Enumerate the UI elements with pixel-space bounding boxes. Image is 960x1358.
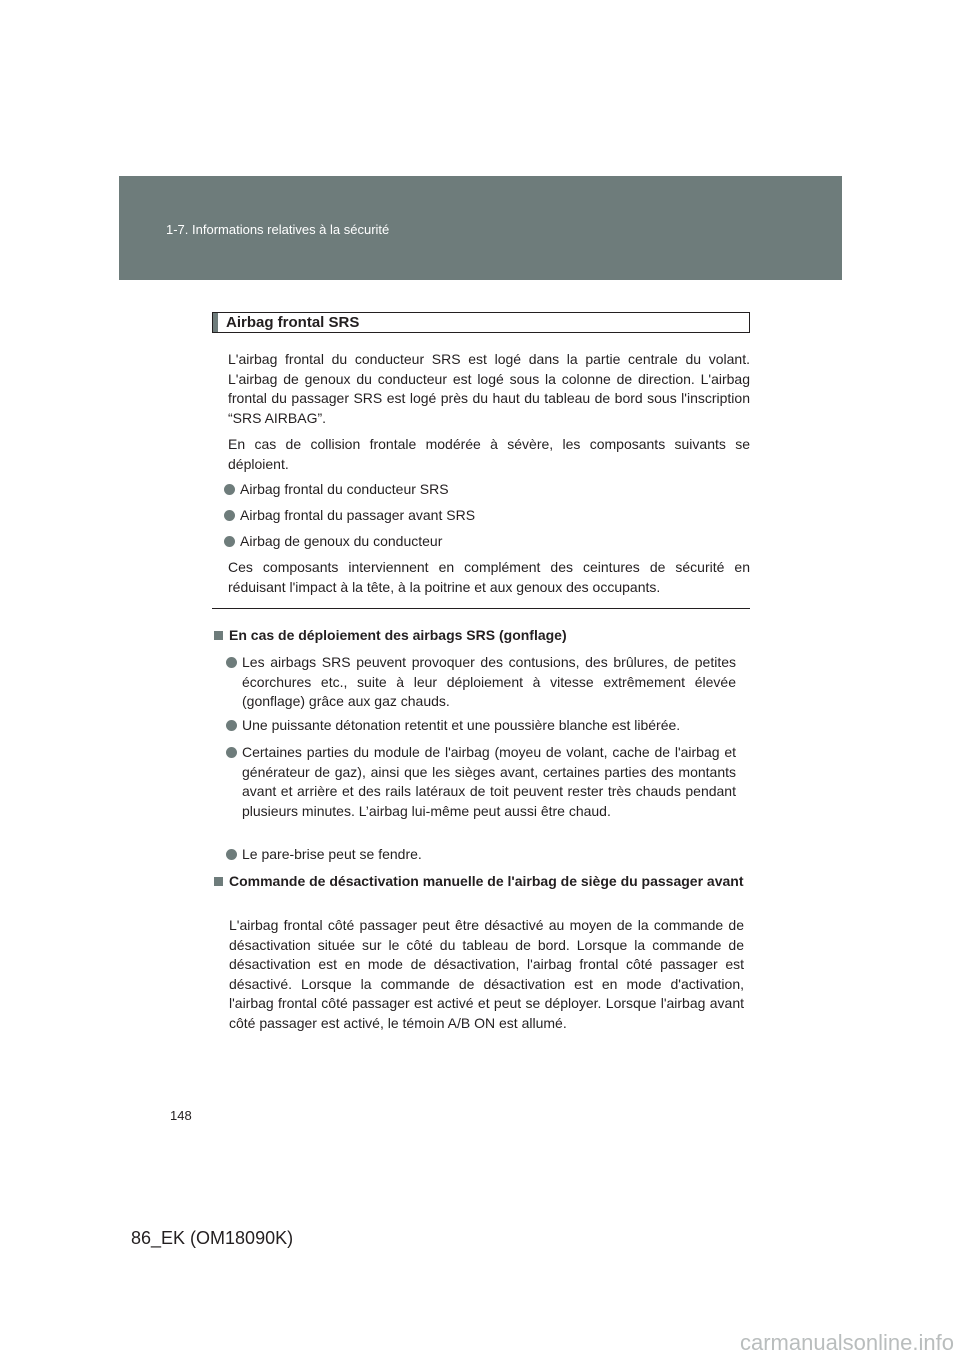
square-bullet-icon <box>214 631 223 640</box>
cutoff-paragraph: L'airbag frontal côté passager peut être désactivé au moyen de la commande de désactivation située sur le côté du tableau de bord. Lorsque la commande de désactivation est en mode de désactivation, l'airbag frontal côté passager est désactivé. Lorsque la commande de désactivation est en mode d'activation, l'airbag frontal côté passager est activé et peut se déployer. Lorsque l'airbag avant côté passager est activé, le témoin A/B ON est allumé. <box>229 917 744 1031</box>
watermark: carmanualsonline.info <box>739 1330 954 1355</box>
bullet-icon <box>224 484 235 495</box>
list-item <box>226 845 736 865</box>
list-item-text: Airbag frontal du passager avant SRS <box>240 507 476 523</box>
section-title: Airbag frontal SRS <box>226 314 360 331</box>
closing-paragraph: Ces composants interviennent en complément des ceintures de sécurité en réduisant l'impact à la tête, à la poitrine et aux genoux des occupants. <box>228 559 750 595</box>
list-item <box>224 532 750 552</box>
page-number: 148 <box>170 1108 192 1123</box>
square-bullet-icon <box>214 877 223 886</box>
list-item <box>226 716 736 736</box>
list-item-text: Certaines parties du module de l'airbag (moyeu de volant, cache de l'airbag et générateur de gaz), ainsi que les sièges avant, certaines parties des montants avant et arrière et des rails latéraux de toit peuvent rester très chauds pendant plusieurs minutes. L’airbag lui-même peut aussi être chaud. <box>242 744 736 819</box>
deployment-heading <box>214 626 750 646</box>
breadcrumb: 1-7. Informations relatives à la sécurité <box>166 222 390 237</box>
document-code: 86_EK (OM18090K) <box>131 1228 294 1248</box>
list-item <box>224 506 750 526</box>
list-item-text: Les airbags SRS peuvent provoquer des contusions, des brûlures, de petites écorchures etc., suite à leur déploiement à vitesse extrêmement élevée (gonflage) grâce aux gaz chauds. <box>242 654 736 709</box>
cutoff-heading <box>214 872 750 892</box>
header-band <box>119 176 842 280</box>
list-item <box>224 480 750 500</box>
list-item-text: Une puissante détonation retentit et une poussière blanche est libérée. <box>242 717 681 733</box>
intro-paragraph: L'airbag frontal du conducteur SRS est logé dans la partie centrale du volant. L'airbag de genoux du conducteur est logé sous la colonne de direction. L'airbag frontal du passager SRS est logé près du haut du tableau de bord sous l'inscription “SRS AIRBAG”. <box>228 351 750 426</box>
bullet-icon <box>224 510 235 521</box>
section-heading-bar <box>213 313 218 332</box>
bullet-icon <box>224 536 235 547</box>
section-heading-box <box>212 312 750 333</box>
list-item <box>226 743 736 821</box>
bullet-icon <box>226 720 237 731</box>
list-item <box>226 653 736 712</box>
bullet-icon <box>226 747 237 758</box>
list-item-text: Airbag frontal du conducteur SRS <box>240 481 449 497</box>
deploy-paragraph: En cas de collision frontale modérée à sévère, les composants suivants se déploient. <box>228 436 750 472</box>
list-item-text: Airbag de genoux du conducteur <box>240 533 443 549</box>
bullet-icon <box>226 849 237 860</box>
list-item-text: Le pare-brise peut se fendre. <box>242 846 422 862</box>
cutoff-heading-text: Commande de désactivation manuelle de l'airbag de siège du passager avant <box>229 873 744 889</box>
section-divider <box>212 608 750 609</box>
bullet-icon <box>226 657 237 668</box>
deployment-heading-text: En cas de déploiement des airbags SRS (gonflage) <box>229 627 567 643</box>
